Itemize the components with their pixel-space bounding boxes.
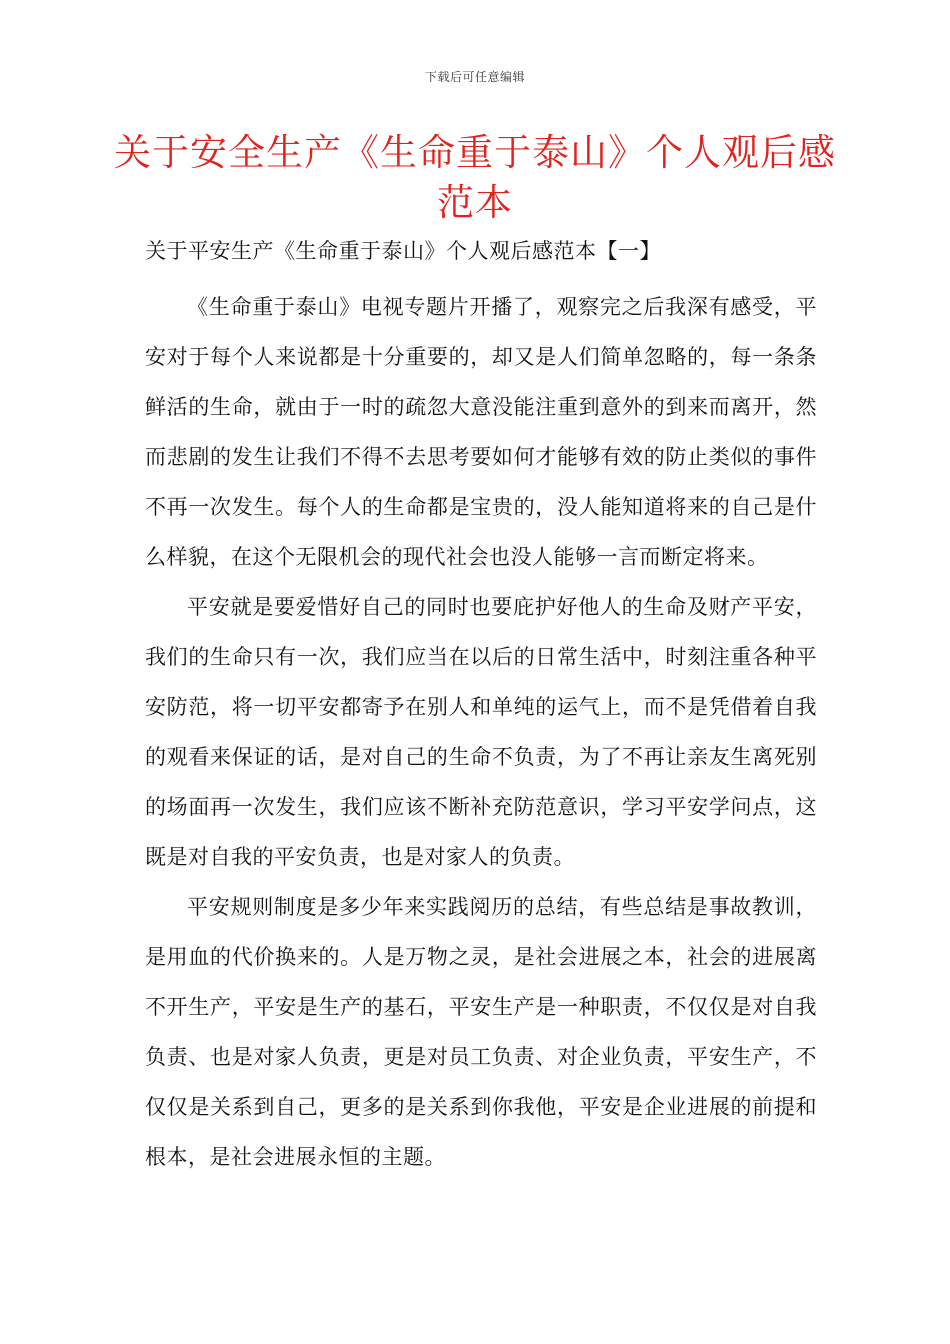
paragraph-2: 平安就是要爱惜好自己的同时也要庇护好他人的生命及财产平安，我们的生命只有一次，我们应当在以后的日常生活中，时刻注重各种平安防范，将一切平安都寄予在别人和单纯的运气上，而不是凭借着自我的观看来保证的话，是对自己的生命不负责，为了不再让亲友生离死别的场面再一次发生，我们应该不断补充防范意识，学习平安学问点，这既是对自我的平安负责，也是对家人的负责。: [145, 595, 817, 869]
section-subtitle: 关于平安生产《生命重于泰山》个人观后感范本【一】: [145, 239, 661, 263]
header-note: 下载后可任意编辑: [424, 70, 525, 84]
document-title: 关于安全生产《生命重于泰山》个人观后感范本: [114, 131, 836, 224]
document-body: [145, 282, 817, 1182]
paragraph-1: 《生命重于泰山》电视专题片开播了，观察完之后我深有感受，平安对于每个人来说都是十分重要的，却又是人们简单忽略的，每一条条鲜活的生命，就由于一时的疏忽大意没能注重到意外的到来而离开，然而悲剧的发生让我们不得不去思考要如何才能够有效的防止类似的事件不再一次发生。每个人的生命都是宝贵的，没人能知道将来的自己是什么样貌，在这个无限机会的现代社会也没人能够一言而断定将来。: [145, 295, 817, 569]
paragraph-3: 平安规则制度是多少年来实践阅历的总结，有些总结是事故教训，是用血的代价换来的。人是万物之灵，是社会进展之本，社会的进展离不开生产，平安是生产的基石，平安生产是一种职责，不仅仅是对自我负责、也是对家人负责，更是对员工负责、对企业负责，平安生产，不仅仅是关系到自己，更多的是关系到你我他，平安是企业进展的前提和根本，是社会进展永恒的主题。: [145, 895, 817, 1169]
